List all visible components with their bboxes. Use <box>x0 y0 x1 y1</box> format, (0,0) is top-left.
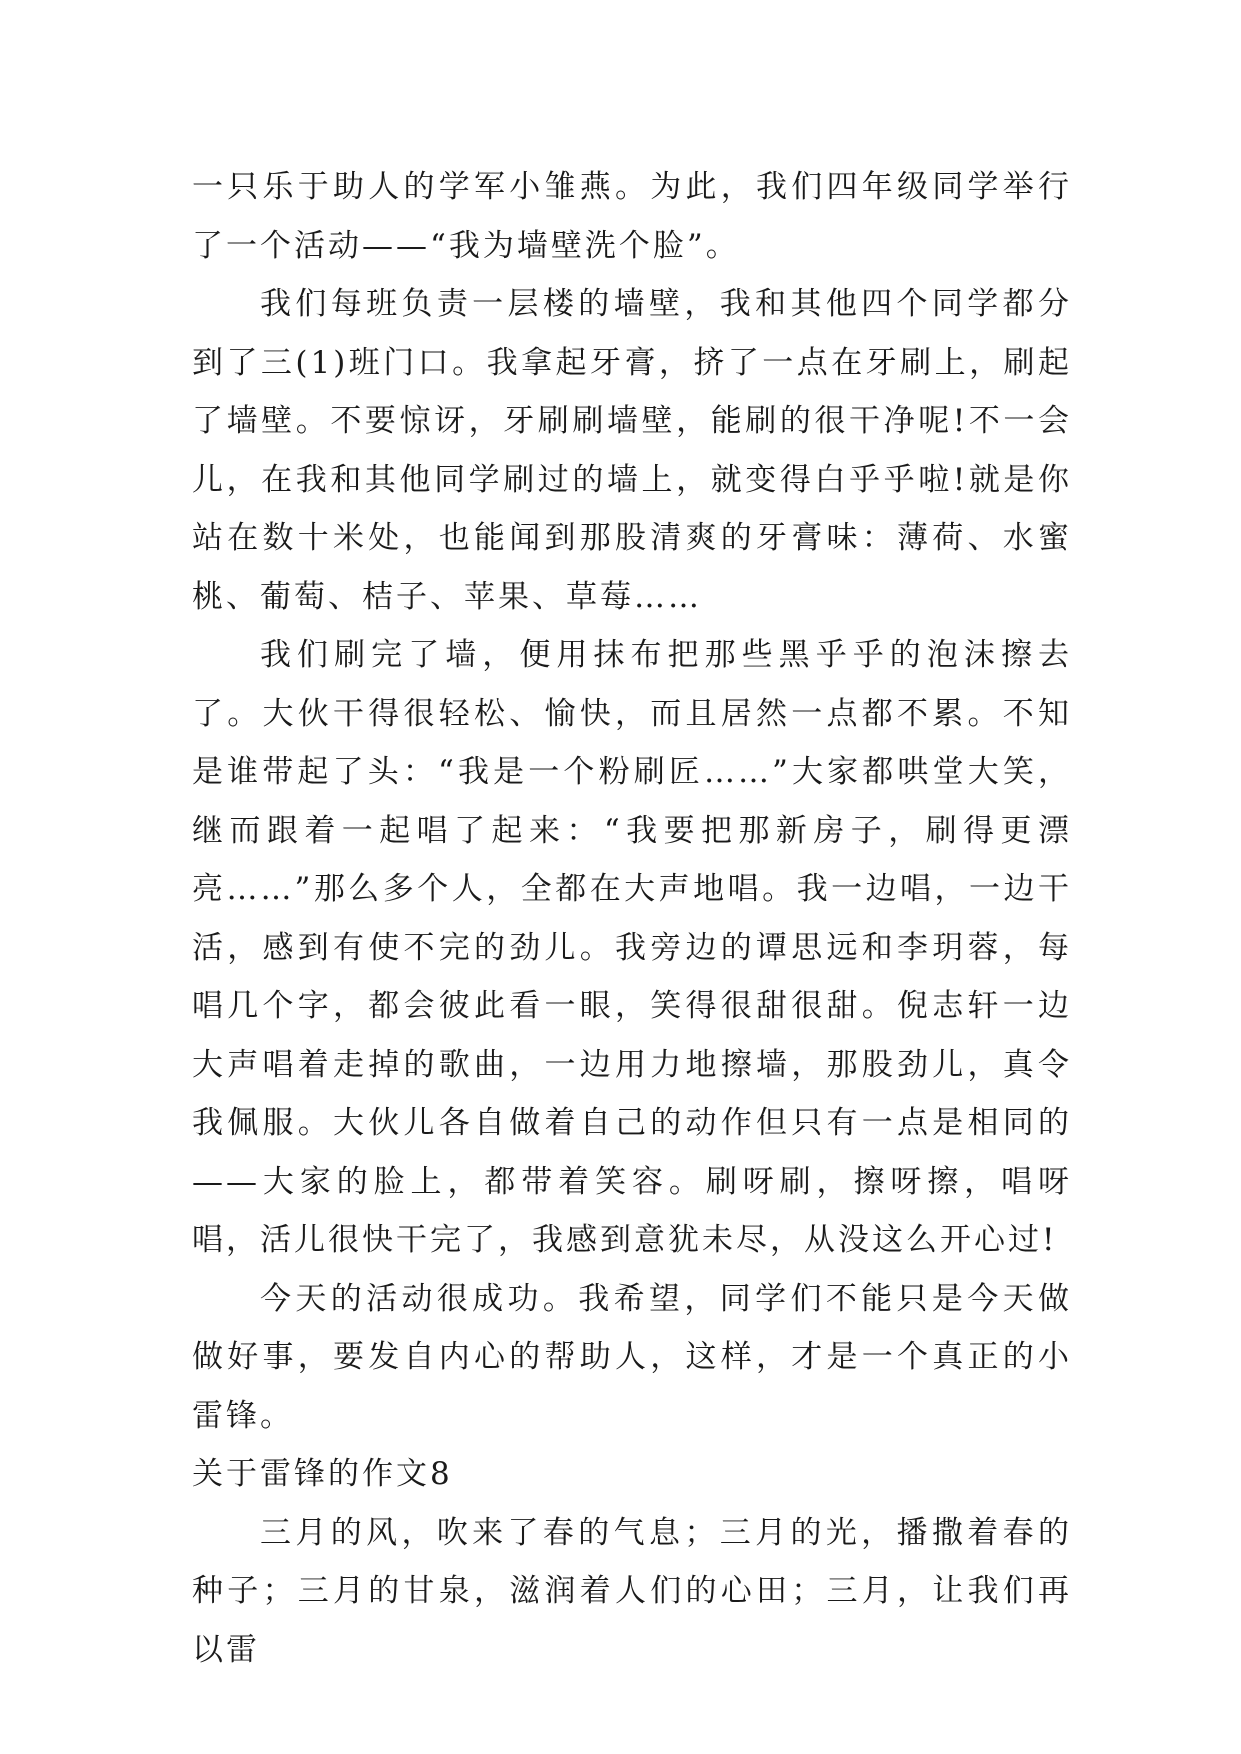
paragraph-1: 一只乐于助人的学军小雏燕。为此，我们四年级同学举行了一个活动——“我为墙壁洗个脸”。 <box>192 169 1072 264</box>
document-body <box>192 158 1072 1679</box>
section-title: 关于雷锋的作文8 <box>192 1456 453 1492</box>
paragraph-4: 今天的活动很成功。我希望，同学们不能只是今天做做好事，要发自内心的帮助人，这样，才是一个真正的小雷锋。 <box>192 1280 1072 1434</box>
paragraph-3: 我们刷完了墙，便用抹布把那些黑乎乎的泡沫擦去了。大伙干得很轻松、愉快，而且居然一点都不累。不知是谁带起了头：“我是一个粉刷匠……”大家都哄堂大笑，继而跟着一起唱了起来：“我要把那新房子，刷得更漂亮……”那么多个人，全都在大声地唱。我一边唱，一边干活，感到有使不完的劲儿。我旁边的谭思远和李玥蓉，每唱几个字，都会彼此看一眼，笑得很甜很甜。倪志轩一边大声唱着走掉的歌曲，一边用力地擦墙，那股劲儿，真令我佩服。大伙儿各自做着自己的动作但只有一点是相同的——大家的脸上，都带着笑容。刷呀刷，擦呀擦，唱呀唱，活儿很快干完了，我感到意犹未尽，从没这么开心过! <box>192 637 1072 1258</box>
paragraph-5: 三月的风，吹来了春的气息；三月的光，播撒着春的种子；三月的甘泉，滋润着人们的心田；三月，让我们再以雷 <box>192 1514 1072 1668</box>
paragraph-2: 我们每班负责一层楼的墙壁，我和其他四个同学都分到了三(1)班门口。我拿起牙膏，挤了一点在牙刷上，刷起了墙壁。不要惊讶，牙刷刷墙壁，能刷的很干净呢!不一会儿，在我和其他同学刷过的墙上，就变得白乎乎啦!就是你站在数十米处，也能闻到那股清爽的牙膏味：薄荷、水蜜桃、葡萄、桔子、苹果、草莓…… <box>192 286 1072 615</box>
